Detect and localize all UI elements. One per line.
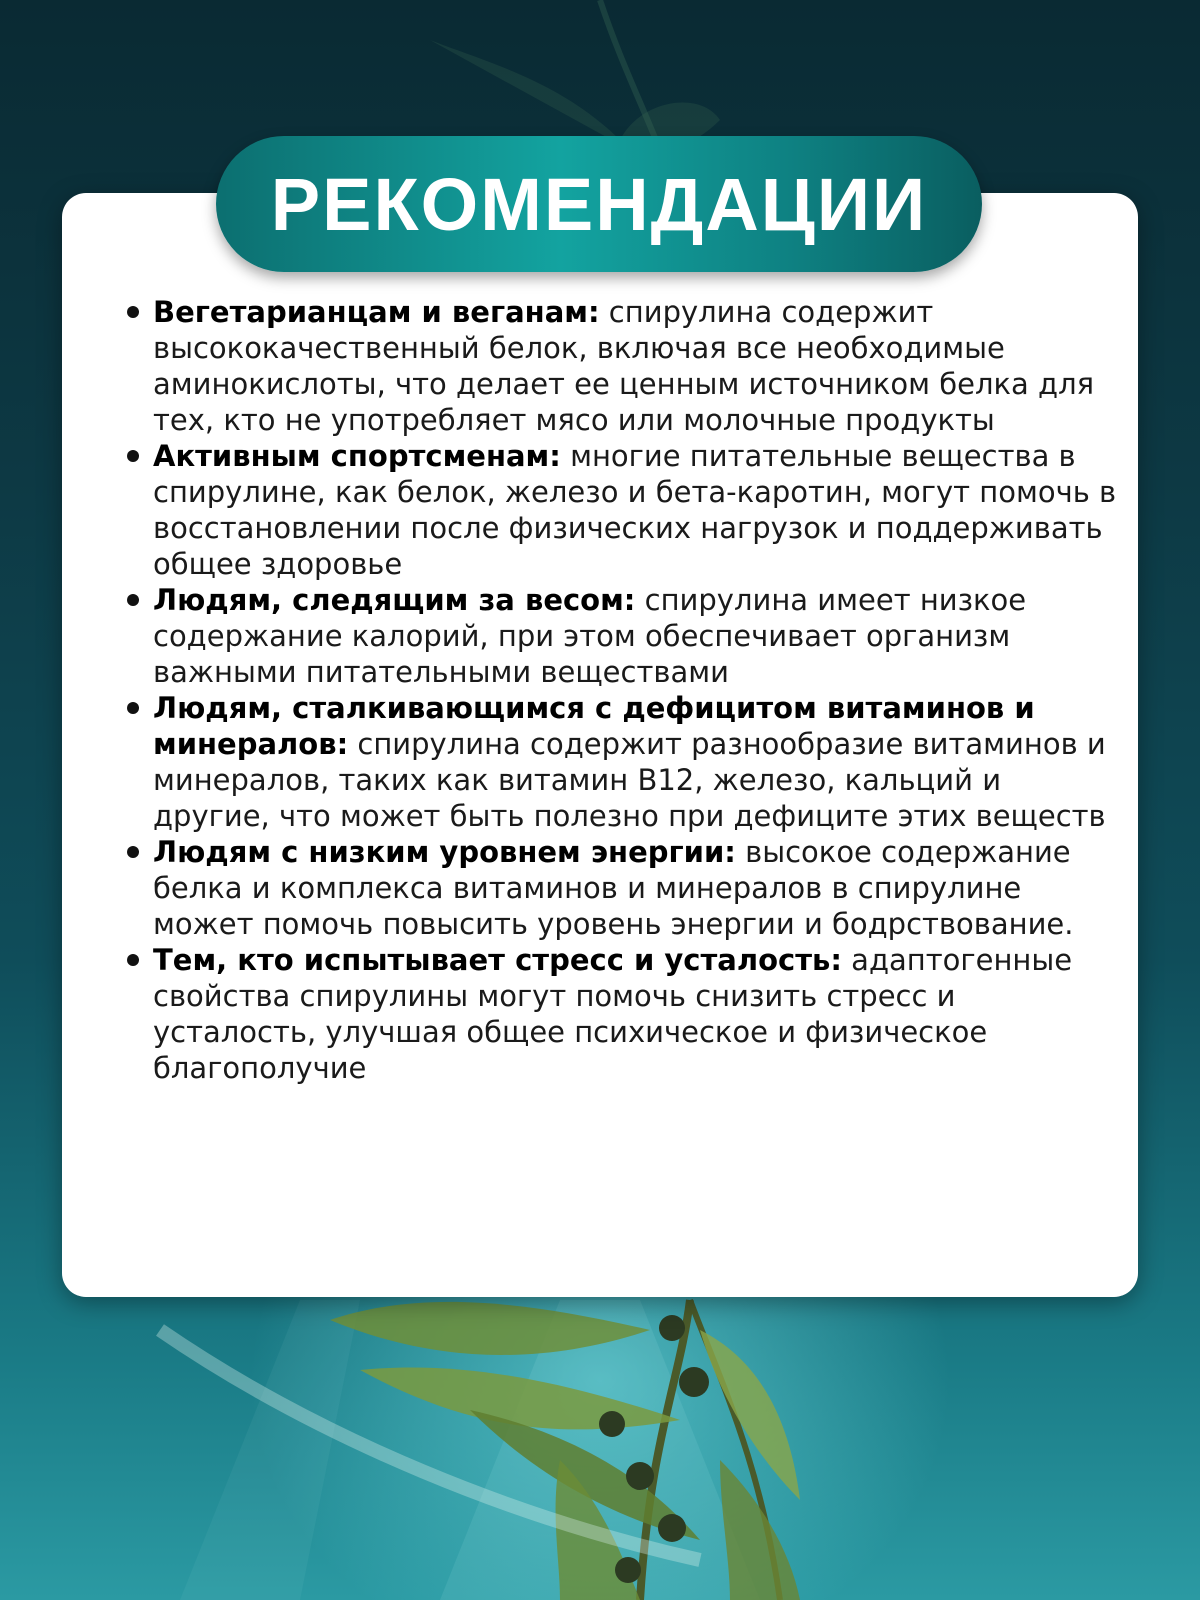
bullet-icon <box>127 594 139 606</box>
item-text: адаптогенные свойства спирулины могут помочь снизить стресс и усталость, улучшая общее психическое и физическое благополучие <box>153 943 1073 1085</box>
item-text: высокое содержание белка и комплекса витаминов и минералов в спирулине может помочь повысить уровень энергии и бодрствование. <box>153 835 1074 941</box>
bullet-icon <box>127 450 139 462</box>
list-item <box>127 582 1117 690</box>
bullet-icon <box>127 954 139 966</box>
item-heading: Активным спортсменам: <box>153 439 561 473</box>
item-heading: Вегетарианцам и веганам: <box>153 295 600 329</box>
item-heading: Тем, кто испытывает стресс и усталость: <box>153 943 842 977</box>
item-heading: Людям, сталкивающимся с дефицитом витаминов и минералов: <box>153 691 1035 761</box>
title-banner <box>216 136 982 272</box>
bullet-icon <box>127 306 139 318</box>
recommendations-list <box>127 294 1117 1086</box>
item-heading: Людям с низким уровнем энергии: <box>153 835 736 869</box>
list-item <box>127 294 1117 438</box>
list-item <box>127 438 1117 582</box>
item-heading: Людям, следящим за весом: <box>153 583 636 617</box>
list-item <box>127 942 1117 1086</box>
list-item <box>127 834 1117 942</box>
bullet-icon <box>127 846 139 858</box>
list-item <box>127 690 1117 834</box>
item-text: спирулина содержит высококачественный белок, включая все необходимые аминокислоты, что делает ее ценным источником белка для тех, кто не употребляет мясо или молочные продукты <box>153 295 1095 437</box>
item-text: спирулина содержит разнообразие витаминов и минералов, таких как витамин B12, железо, кальций и другие, что может быть полезно при дефиците этих веществ <box>153 727 1106 833</box>
page-title: РЕКОМЕНДАЦИИ <box>270 162 928 246</box>
bullet-icon <box>127 702 139 714</box>
item-text: многие питательные вещества в спирулине, как белок, железо и бета-каротин, могут помочь в восстановлении после физических нагрузок и поддерживать общее здоровье <box>153 439 1117 581</box>
item-text: спирулина имеет низкое содержание калорий, при этом обеспечивает организм важными питательными веществами <box>153 583 1027 689</box>
